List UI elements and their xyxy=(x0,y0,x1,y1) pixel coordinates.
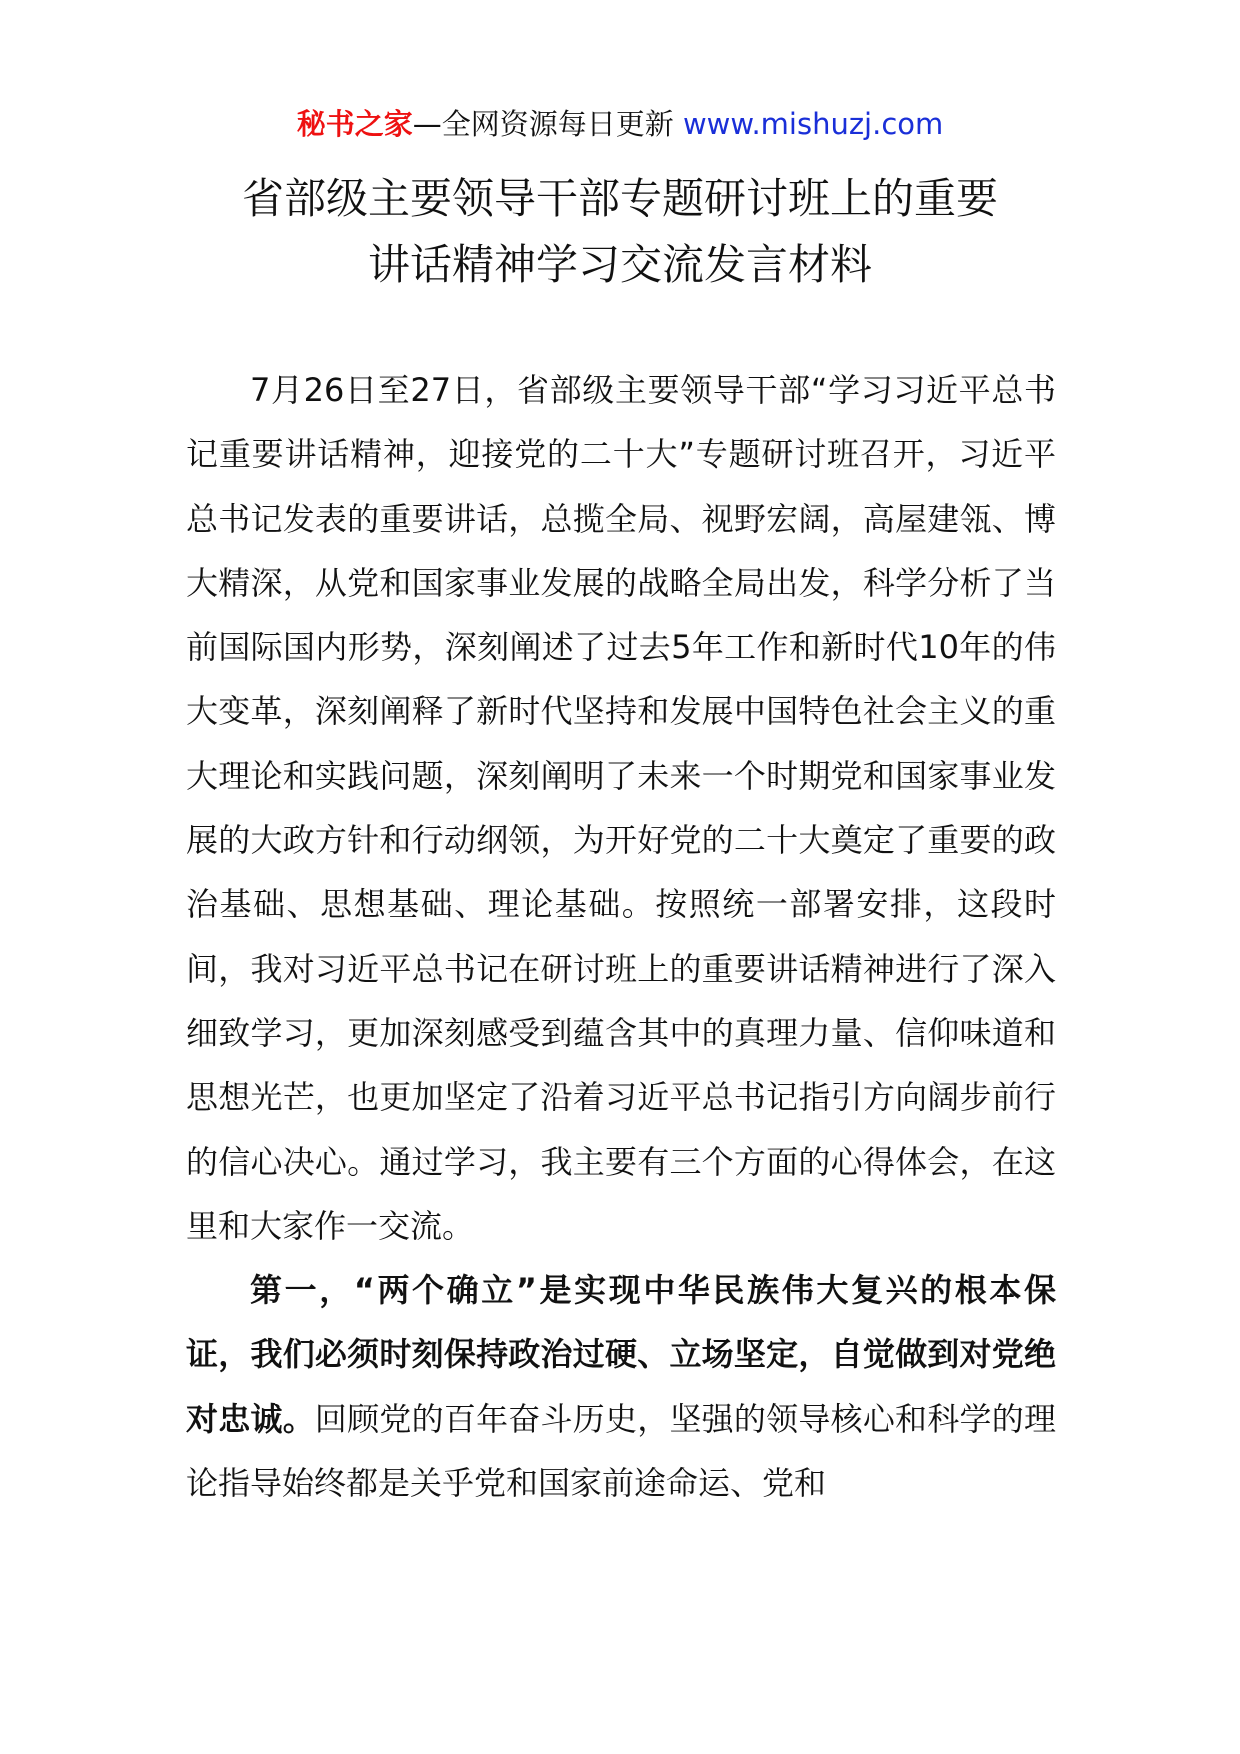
paragraph-intro: 7月26日至27日，省部级主要领导干部“学习习近平总书记重要讲话精神，迎接党的二十大”专题研讨班召开，习近平总书记发表的重要讲话，总揽全局、视野宏阔，高屋建瓴、博大精深，从党和国家事业发展的战略全局出发，科学分析了当前国际国内形势，深刻阐述了过去5年工作和新时代10年的伟大变革，深刻阐释了新时代坚持和发展中国特色社会主义的重大理论和实践问题，深刻阐明了未来一个时期党和国家事业发展的大政方针和行动纲领，为开好党的二十大奠定了重要的政治基础、思想基础、理论基础。按照统一部署安排，这段时间，我对习近平总书记在研讨班上的重要讲话精神进行了深入细致学习，更加深刻感受到蕴含其中的真理力量、信仰味道和思想光芒，也更加坚定了沿着习近平总书记指引方向阔步前行的信心决心。通过学习，我主要有三个方面的心得体会，在这里和大家作一交流。 xyxy=(186,371,1056,1245)
document-body xyxy=(186,358,1056,1515)
paragraph-point-one-lead: 第一，“两个确立”是实现中华民族伟大复兴的根本保证，我们必须时刻保持政治过硬、立场坚定，自觉做到对党绝对忠诚。 xyxy=(186,1271,1056,1438)
paragraph-point-one xyxy=(186,1258,1056,1515)
paragraph-point-one-body: 回顾党的百年奋斗历史，坚强的领导核心和科学的理论指导始终都是关乎党和国家前途命运、党和 xyxy=(186,1399,1056,1503)
site-header xyxy=(0,100,1240,148)
site-url-link[interactable]: www.mishuzj.com xyxy=(682,107,944,141)
document-title-line-1: 省部级主要领导干部专题研讨班上的重要 xyxy=(241,174,998,223)
document-title-line-2: 讲话精神学习交流发言材料 xyxy=(367,240,872,289)
site-slogan: —全网资源每日更新 xyxy=(412,107,674,141)
site-brand: 秘书之家 xyxy=(296,107,413,141)
document-title xyxy=(120,166,1120,298)
